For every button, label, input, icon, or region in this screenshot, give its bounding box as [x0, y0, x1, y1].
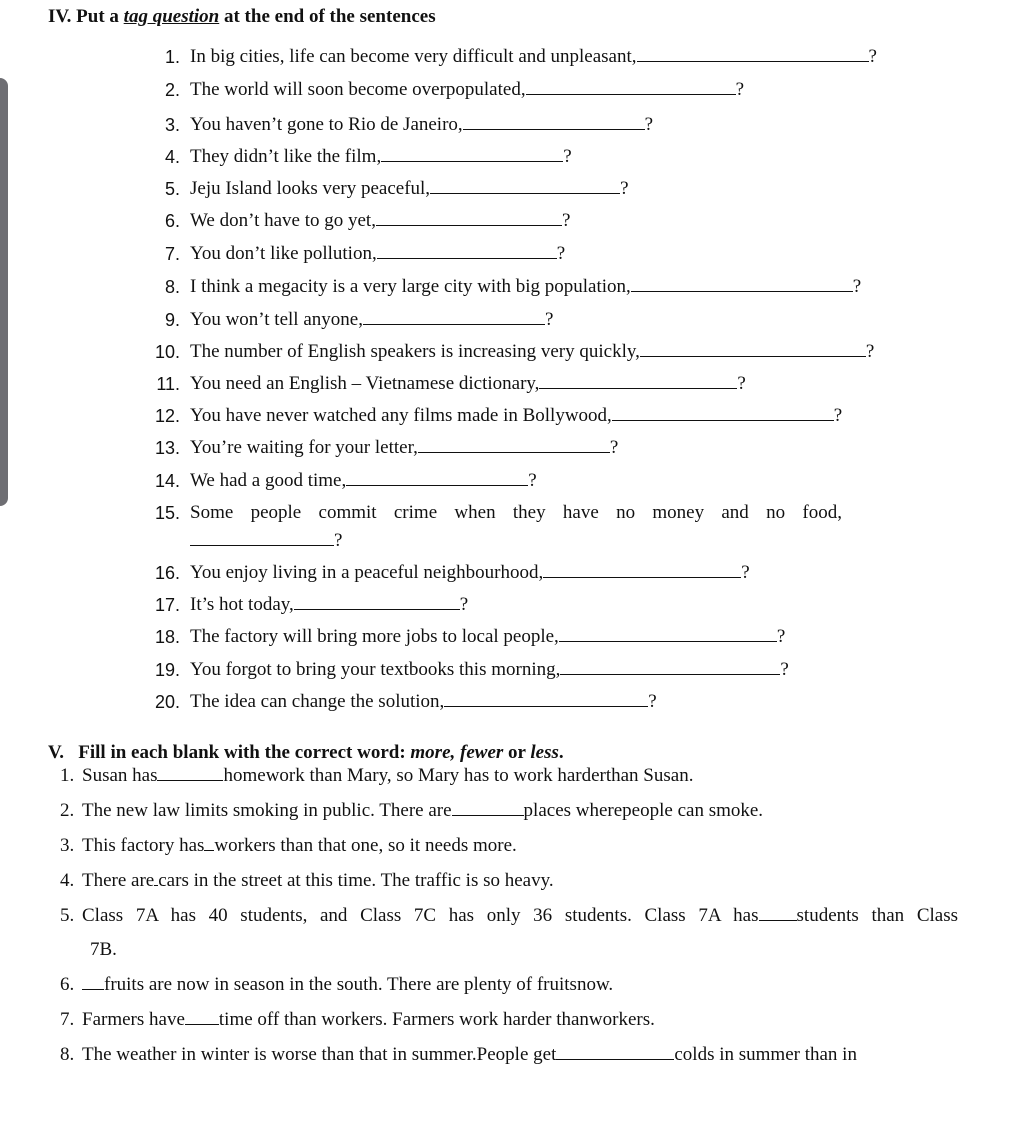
heading-text: , — [450, 742, 461, 763]
heading-option: fewer — [460, 742, 504, 763]
answer-blank[interactable] — [452, 800, 524, 816]
item-number: 5. — [164, 179, 180, 199]
answer-blank[interactable] — [377, 243, 557, 259]
item-text: They didn’t like the film, — [190, 146, 382, 167]
answer-blank[interactable] — [363, 309, 545, 325]
question-mark: ? — [776, 626, 786, 647]
item-text: colds in summer than in — [674, 1044, 857, 1065]
item-text: Class 7A has 40 students, and Class 7C has only 36 students. Class 7A has — [82, 905, 759, 926]
section-5-heading — [48, 742, 564, 764]
heading-emphasis: tag question — [123, 6, 220, 27]
fill-item-5 — [60, 905, 970, 965]
item-text: I think a megacity is a very large city with big population, — [190, 276, 631, 297]
question-mark: ? — [556, 243, 566, 264]
item-text: There are — [82, 870, 155, 891]
scrollbar-handle[interactable] — [0, 78, 8, 506]
item-number: 19. — [154, 660, 180, 680]
item-number: 7. — [164, 244, 180, 264]
fill-item-3 — [60, 835, 970, 857]
item-number: 16. — [154, 563, 180, 583]
item-number: 13. — [154, 438, 180, 458]
answer-blank[interactable] — [526, 79, 736, 95]
question-mark: ? — [852, 276, 862, 297]
answer-blank[interactable] — [444, 691, 648, 707]
answer-blank[interactable] — [637, 46, 869, 62]
answer-blank[interactable] — [612, 405, 834, 421]
answer-blank[interactable] — [381, 146, 563, 162]
question-mark: ? — [561, 210, 571, 231]
item-number: 14. — [154, 471, 180, 491]
question-mark: ? — [528, 470, 537, 491]
question-15 — [140, 502, 940, 562]
item-number: 5. — [60, 905, 75, 926]
item-number: 3. — [164, 115, 180, 135]
answer-blank[interactable] — [190, 530, 334, 546]
heading-text: V. Fill in each blank with the correct word: — [48, 742, 411, 763]
item-text: The weather in winter is worse than that in summer.People get — [82, 1044, 557, 1065]
item-text: homework than Mary, so Mary has to work harderthan Susan. — [223, 765, 694, 786]
item-number: 6. — [164, 211, 180, 231]
item-text: Farmers have — [82, 1009, 185, 1030]
item-number: 3. — [60, 835, 75, 856]
answer-blank[interactable] — [376, 210, 562, 226]
item-number: 8. — [60, 1044, 75, 1065]
item-text: Jeju Island looks very peaceful, — [190, 178, 431, 199]
answer-blank[interactable] — [82, 974, 104, 990]
fill-item-6 — [60, 974, 970, 996]
question-mark: ? — [735, 79, 745, 100]
item-text: In big cities, life can become very difficult and unpleasant, — [190, 46, 637, 67]
item-number: 10. — [154, 342, 180, 362]
question-mark: ? — [833, 405, 843, 426]
item-text: places wherepeople can smoke. — [523, 800, 764, 821]
fill-item-8 — [60, 1044, 970, 1066]
question-mark: ? — [563, 146, 572, 167]
item-number: 17. — [154, 595, 180, 615]
heading-text: or — [503, 742, 531, 763]
item-text: The idea can change the solution, — [190, 691, 445, 712]
heading-text: at the end of the sentences — [219, 6, 436, 27]
item-text: You don’t like pollution, — [190, 243, 377, 264]
answer-blank[interactable] — [543, 562, 741, 578]
item-text: fruits are now in season in the south. There are plenty of fruitsnow. — [104, 974, 614, 995]
item-text: You enjoy living in a peaceful neighbourhood, — [190, 562, 544, 583]
fill-item-7 — [60, 1009, 970, 1031]
fill-item-2 — [60, 800, 970, 822]
heading-option: less — [530, 742, 559, 763]
item-number: 7. — [60, 1009, 75, 1030]
item-text: The world will soon become overpopulated, — [190, 79, 526, 100]
item-text: workers than that one, so it needs more. — [214, 835, 517, 856]
question-mark: ? — [620, 178, 629, 199]
item-number: 18. — [154, 627, 180, 647]
item-number: 8. — [164, 277, 180, 297]
answer-blank[interactable] — [631, 276, 853, 292]
item-text: It’s hot today, — [190, 594, 294, 615]
item-text: You have never watched any films made in Bollywood, — [190, 405, 612, 426]
answer-blank[interactable] — [294, 594, 460, 610]
item-number: 2. — [60, 800, 75, 821]
answer-blank[interactable] — [539, 373, 737, 389]
answer-blank[interactable] — [430, 178, 620, 194]
heading-text: IV. Put a — [48, 6, 124, 27]
answer-blank[interactable] — [759, 905, 797, 921]
item-text: Some people commit crime when they have no money and no food, — [190, 502, 842, 523]
question-mark: ? — [648, 691, 657, 712]
answer-blank[interactable] — [418, 437, 610, 453]
question-mark: ? — [741, 562, 750, 583]
item-text: You need an English – Vietnamese dictionary, — [190, 373, 540, 394]
item-text: students than Class — [796, 905, 958, 926]
item-number: 1. — [60, 765, 75, 786]
question-mark: ? — [780, 659, 789, 680]
fill-item-4 — [60, 870, 970, 892]
answer-blank[interactable] — [556, 1044, 674, 1060]
question-mark: ? — [544, 309, 554, 330]
answer-blank[interactable] — [204, 835, 214, 851]
item-text: cars in the street at this time. The traffic is so heavy. — [158, 870, 554, 891]
item-number: 4. — [164, 147, 180, 167]
answer-blank[interactable] — [559, 626, 777, 642]
answer-blank[interactable] — [463, 114, 645, 130]
heading-option: more — [410, 742, 451, 763]
question-mark: ? — [644, 114, 654, 135]
question-mark: ? — [609, 437, 619, 458]
item-number: 1. — [164, 47, 180, 67]
item-number: 11. — [156, 374, 180, 394]
question-mark: ? — [459, 594, 469, 615]
item-text: Susan has — [82, 765, 158, 786]
question-mark: ? — [865, 341, 875, 362]
item-text: The number of English speakers is increasing very quickly, — [190, 341, 640, 362]
item-text: This factory has — [82, 835, 205, 856]
item-text: 7B. — [90, 939, 117, 960]
item-text: You haven’t gone to Rio de Janeiro, — [190, 114, 463, 135]
question-mark: ? — [334, 530, 343, 551]
answer-blank[interactable] — [560, 659, 780, 675]
item-number: 12. — [154, 406, 180, 426]
item-text: The factory will bring more jobs to local people, — [190, 626, 559, 647]
item-text: You’re waiting for your letter, — [190, 437, 418, 458]
answer-blank[interactable] — [346, 470, 528, 486]
item-text: The new law limits smoking in public. There are — [82, 800, 452, 821]
item-number: 15. — [154, 503, 180, 523]
item-number: 4. — [60, 870, 75, 891]
item-number: 6. — [60, 974, 75, 995]
answer-blank[interactable] — [185, 1009, 219, 1025]
item-text: time off than workers. Farmers work harder thanworkers. — [218, 1009, 655, 1030]
item-text: You won’t tell anyone, — [190, 309, 363, 330]
question-mark: ? — [868, 46, 877, 67]
item-text: We had a good time, — [190, 470, 347, 491]
item-text: You forgot to bring your textbooks this morning, — [190, 659, 561, 680]
question-mark: ? — [737, 373, 746, 394]
item-text: We don’t have to go yet, — [190, 210, 376, 231]
answer-blank[interactable] — [157, 765, 223, 781]
item-number: 20. — [154, 692, 180, 712]
fill-item-1 — [60, 765, 970, 787]
item-number: 9. — [164, 310, 180, 330]
heading-text: . — [558, 742, 564, 763]
item-number: 2. — [164, 80, 180, 100]
section-4-heading — [48, 6, 436, 28]
answer-blank[interactable] — [640, 341, 866, 357]
